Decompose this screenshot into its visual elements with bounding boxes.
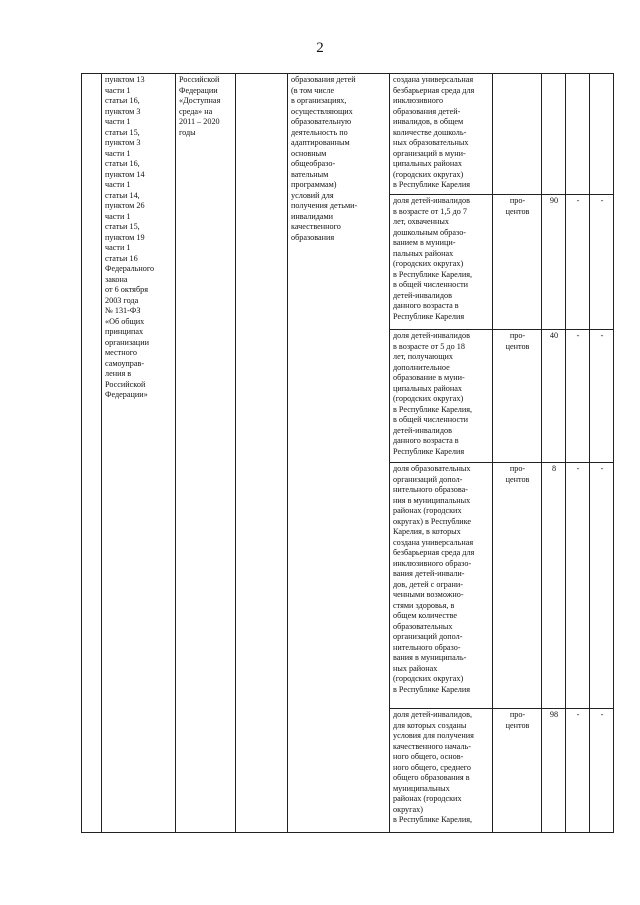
- indicator-cell: доля детей-инвалидов в возрасте от 1,5 до 7 лет, охваченных дошкольным образо- ванием в муници- пальных районах (городских округах) в Республике Карелия, в общей численности детей-инвалидов данного возраста в Республике Карелия: [390, 195, 493, 330]
- value-cell-2: -: [566, 330, 590, 463]
- value-cell-3: -: [590, 330, 614, 463]
- unit-cell: [493, 74, 542, 195]
- value-cell: 98: [542, 709, 566, 833]
- value-cell-2: -: [566, 195, 590, 330]
- unit-cell: про- центов: [493, 463, 542, 709]
- indicator-cell: доля детей-инвалидов, для которых созданы условия для получения качественного началь- ного общего, основ- ного общего, среднего общего образования в муниципальных районах (городских округах) в Республике Карелия,: [390, 709, 493, 833]
- page-number: 2: [316, 40, 324, 56]
- unit-cell: про- центов: [493, 330, 542, 463]
- program-cell: Российской Федерации «Доступная среда» на 2011 – 2020 годы: [176, 74, 236, 833]
- row-number-cell: [82, 74, 102, 833]
- task-description-cell: образования детей (в том числе в организациях, осуществляющих образовательную деятельность по адаптированным основным общеобразо- вательным программам) условий для получения детьми- инвалидами качественного образования: [288, 74, 390, 833]
- unit-cell: про- центов: [493, 195, 542, 330]
- empty-cell: [236, 74, 288, 833]
- value-cell-2: [566, 74, 590, 195]
- value-cell-3: -: [590, 195, 614, 330]
- value-cell-3: [590, 74, 614, 195]
- indicator-cell: доля детей-инвалидов в возрасте от 5 до 18 лет, получающих дополнительное образование в муни- ципальных районах (городских округах) в Республике Карелия, в общей численности детей-инвалидов данного возраста в Республике Карелия: [390, 330, 493, 463]
- indicator-cell: доля образовательных организаций допол- нительного образова- ния в муниципальных районах (городских округах) в Республике Карелия, в которых создана универсальная безбарьерная среда для инклюзивного образо- вания детей-инвали- дов, детей с ограни- ченными возможно- стями здоровья, в общем количестве образовательных организаций допол- нительного образо- вания в муниципаль- ных районах (городских округах) в Республике Карелия: [390, 463, 493, 709]
- unit-cell: про- центов: [493, 709, 542, 833]
- value-cell-3: -: [590, 463, 614, 709]
- value-cell-3: -: [590, 709, 614, 833]
- value-cell: 90: [542, 195, 566, 330]
- value-cell-2: -: [566, 709, 590, 833]
- value-cell: 40: [542, 330, 566, 463]
- value-cell: [542, 74, 566, 195]
- legal-basis-cell: пунктом 13 части 1 статьи 16, пунктом 3 части 1 статьи 15, пунктом 3 части 1 статьи 16, пунктом 14 части 1 статьи 14, пунктом 26 части 1 статьи 15, пунктом 19 части 1 статьи 16 Федерального закона от 6 октября 2003 года № 131-ФЗ «Об общих принципах организации местного самоуправ- ления в Российской Федерации»: [102, 74, 176, 833]
- value-cell-2: -: [566, 463, 590, 709]
- table-row: [82, 74, 614, 195]
- indicator-table: [81, 73, 614, 833]
- value-cell: 8: [542, 463, 566, 709]
- indicator-cell: создана универсальная безбарьерная среда для инклюзивного образования детей- инвалидов, в общем количестве дошколь- ных образовательных организаций в муни- ципальных районах (городских округах) в Республике Карелия: [390, 74, 493, 195]
